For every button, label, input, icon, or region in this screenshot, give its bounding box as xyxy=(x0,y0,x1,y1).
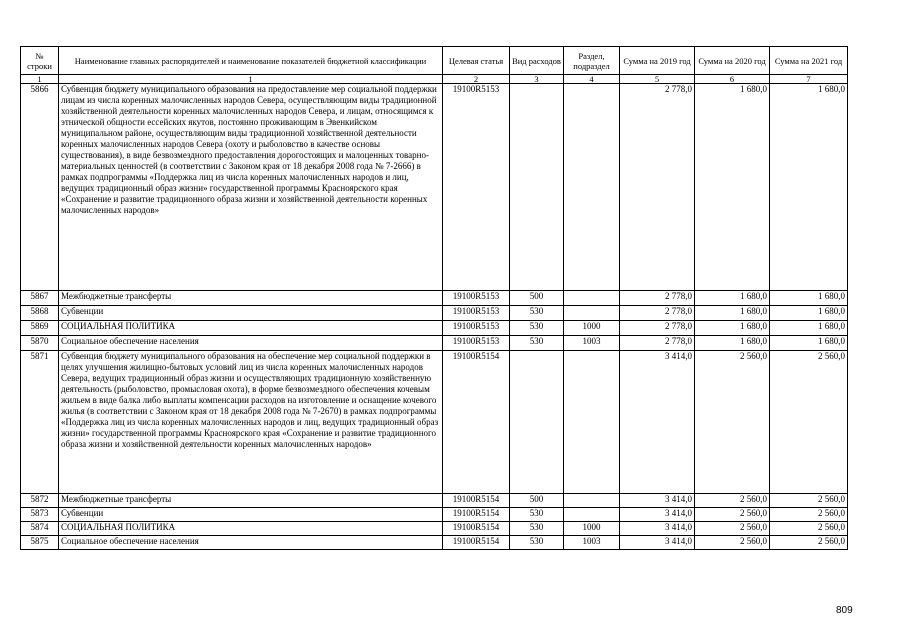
row-sum-2021: 1 680,0 xyxy=(770,291,848,306)
row-sum-2021: 1 680,0 xyxy=(770,336,848,351)
table-row xyxy=(21,321,848,336)
row-vid: 530 xyxy=(510,536,564,550)
row-section xyxy=(564,84,620,291)
header-sum-2021: Сумма на 2021 год xyxy=(770,47,848,75)
row-target: 19100R5154 xyxy=(443,494,510,508)
row-number: 5874 xyxy=(21,522,59,536)
header-sum-2020: Сумма на 2020 год xyxy=(695,47,770,75)
row-target: 19100R5153 xyxy=(443,321,510,336)
row-section: 1000 xyxy=(564,321,620,336)
row-sum-2019: 2 778,0 xyxy=(620,336,695,351)
row-sum-2021: 2 560,0 xyxy=(770,536,848,550)
row-name: СОЦИАЛЬНАЯ ПОЛИТИКА xyxy=(59,522,443,536)
row-name: Субвенции xyxy=(59,306,443,321)
row-section xyxy=(564,351,620,494)
column-number: 6 xyxy=(695,75,770,84)
row-sum-2020: 1 680,0 xyxy=(695,336,770,351)
column-number: 3 xyxy=(510,75,564,84)
table-row xyxy=(21,536,848,550)
row-number: 5870 xyxy=(21,336,59,351)
page-number: 809 xyxy=(836,605,853,616)
row-sum-2020: 1 680,0 xyxy=(695,291,770,306)
row-name: Субвенция бюджету муниципального образования на обеспечение мер социальной поддержки в целях улучшения жилищно-бытовых условий лиц из числа коренных малочисленных народов Севера, ведущих традиционный образ жизни и осуществляющих традиционную хозяйственную деятельность (рыболовство, промысловая охота), в форме безвозмездного обеспечения кочевым жильем в виде балка либо выплаты компенсации расходов на изготовление и оснащение кочевого жилья (в соответствии с Законом края от 18 декабря 2008 года № 7-2670) в рамках подпрограммы «Поддержка лиц из числа коренных малочисленных народов и лиц, ведущих традиционный образ жизни» государственной программы Красноярского края «Сохранение и развитие традиционного образа жизни и хозяйственной деятельности коренных малочисленных народов» xyxy=(59,351,443,494)
header-name: Наименование главных распорядителей и наименование показателей бюджетной классификации xyxy=(59,47,443,75)
table-row xyxy=(21,351,848,494)
row-name: Социальное обеспечение населения xyxy=(59,536,443,550)
row-vid: 530 xyxy=(510,321,564,336)
row-sum-2019: 2 778,0 xyxy=(620,291,695,306)
row-sum-2019: 3 414,0 xyxy=(620,351,695,494)
row-sum-2020: 2 560,0 xyxy=(695,494,770,508)
row-target: 19100R5153 xyxy=(443,336,510,351)
row-target: 19100R5154 xyxy=(443,508,510,522)
row-number: 5867 xyxy=(21,291,59,306)
row-vid: 500 xyxy=(510,291,564,306)
row-number: 5872 xyxy=(21,494,59,508)
budget-table xyxy=(20,46,848,550)
row-vid xyxy=(510,84,564,291)
column-number: 1 xyxy=(21,75,59,84)
row-vid xyxy=(510,351,564,494)
row-sum-2021: 2 560,0 xyxy=(770,351,848,494)
table-row xyxy=(21,336,848,351)
row-target: 19100R5154 xyxy=(443,536,510,550)
table-row xyxy=(21,522,848,536)
column-number: 5 xyxy=(620,75,695,84)
row-section xyxy=(564,291,620,306)
row-vid: 530 xyxy=(510,306,564,321)
row-number: 5869 xyxy=(21,321,59,336)
row-sum-2019: 2 778,0 xyxy=(620,306,695,321)
row-vid: 530 xyxy=(510,336,564,351)
header-vid: Вид расходов xyxy=(510,47,564,75)
row-sum-2019: 3 414,0 xyxy=(620,536,695,550)
row-name: Межбюджетные трансферты xyxy=(59,494,443,508)
row-sum-2020: 1 680,0 xyxy=(695,84,770,291)
table-row xyxy=(21,84,848,291)
row-name: Социальное обеспечение населения xyxy=(59,336,443,351)
row-sum-2021: 1 680,0 xyxy=(770,84,848,291)
row-sum-2020: 2 560,0 xyxy=(695,351,770,494)
row-number: 5873 xyxy=(21,508,59,522)
header-row-no: № строки xyxy=(21,47,59,75)
row-section xyxy=(564,494,620,508)
row-sum-2021: 2 560,0 xyxy=(770,494,848,508)
row-number: 5875 xyxy=(21,536,59,550)
row-target: 19100R5153 xyxy=(443,84,510,291)
row-vid: 530 xyxy=(510,522,564,536)
row-section: 1003 xyxy=(564,536,620,550)
column-number: 4 xyxy=(564,75,620,84)
row-section: 1003 xyxy=(564,336,620,351)
header-target: Целевая статья xyxy=(443,47,510,75)
row-name: Субвенции xyxy=(59,508,443,522)
row-sum-2020: 1 680,0 xyxy=(695,321,770,336)
header-row xyxy=(21,47,848,75)
row-sum-2021: 2 560,0 xyxy=(770,508,848,522)
column-number: 2 xyxy=(443,75,510,84)
row-target: 19100R5154 xyxy=(443,522,510,536)
row-sum-2021: 2 560,0 xyxy=(770,522,848,536)
row-name: Субвенция бюджету муниципального образования на предоставление мер социальной поддержки лицам из числа коренных малочисленных народов Севера, осуществляющим виды традиционной хозяйственной деятельности коренных малочисленных народов Севера, и лицам, относящимся к этнической общности ессейских якутов, постоянно проживающим в Эвенкийском муниципальном районе, осуществляющим виды традиционной хозяйственной деятельности коренных малочисленных народов Севера (охоту и рыболовство в качестве основы существования), в виде безвозмездного предоставления дорогостоящих и малоценных товарно-материальных ценностей (в соответствии с Законом края от 18 декабря 2008 года № 7-2666) в рамках подпрограммы «Поддержка лиц из числа коренных малочисленных народов и лиц, ведущих традиционный образ жизни» государственной программы Красноярского края «Сохранение и развитие традиционного образа жизни и хозяйственной деятельности коренных малочисленных народов» xyxy=(59,84,443,291)
row-vid: 530 xyxy=(510,508,564,522)
row-sum-2020: 1 680,0 xyxy=(695,306,770,321)
row-sum-2020: 2 560,0 xyxy=(695,536,770,550)
row-target: 19100R5153 xyxy=(443,291,510,306)
row-sum-2021: 1 680,0 xyxy=(770,321,848,336)
header-sum-2019: Сумма на 2019 год xyxy=(620,47,695,75)
row-number: 5868 xyxy=(21,306,59,321)
row-vid: 500 xyxy=(510,494,564,508)
table-row xyxy=(21,291,848,306)
row-sum-2019: 3 414,0 xyxy=(620,508,695,522)
row-sum-2019: 3 414,0 xyxy=(620,522,695,536)
column-number: 1 xyxy=(59,75,443,84)
row-target: 19100R5153 xyxy=(443,306,510,321)
table-row xyxy=(21,306,848,321)
row-section xyxy=(564,306,620,321)
row-sum-2019: 2 778,0 xyxy=(620,84,695,291)
row-number: 5866 xyxy=(21,84,59,291)
row-section xyxy=(564,508,620,522)
header-section: Раздел, подраздел xyxy=(564,47,620,75)
row-sum-2020: 2 560,0 xyxy=(695,522,770,536)
row-name: СОЦИАЛЬНАЯ ПОЛИТИКА xyxy=(59,321,443,336)
row-sum-2019: 3 414,0 xyxy=(620,494,695,508)
row-sum-2019: 2 778,0 xyxy=(620,321,695,336)
table-row xyxy=(21,494,848,508)
table-row xyxy=(21,508,848,522)
column-number-row xyxy=(21,75,848,84)
row-name: Межбюджетные трансферты xyxy=(59,291,443,306)
row-section: 1000 xyxy=(564,522,620,536)
row-number: 5871 xyxy=(21,351,59,494)
column-number: 7 xyxy=(770,75,848,84)
row-sum-2020: 2 560,0 xyxy=(695,508,770,522)
row-sum-2021: 1 680,0 xyxy=(770,306,848,321)
row-target: 19100R5154 xyxy=(443,351,510,494)
